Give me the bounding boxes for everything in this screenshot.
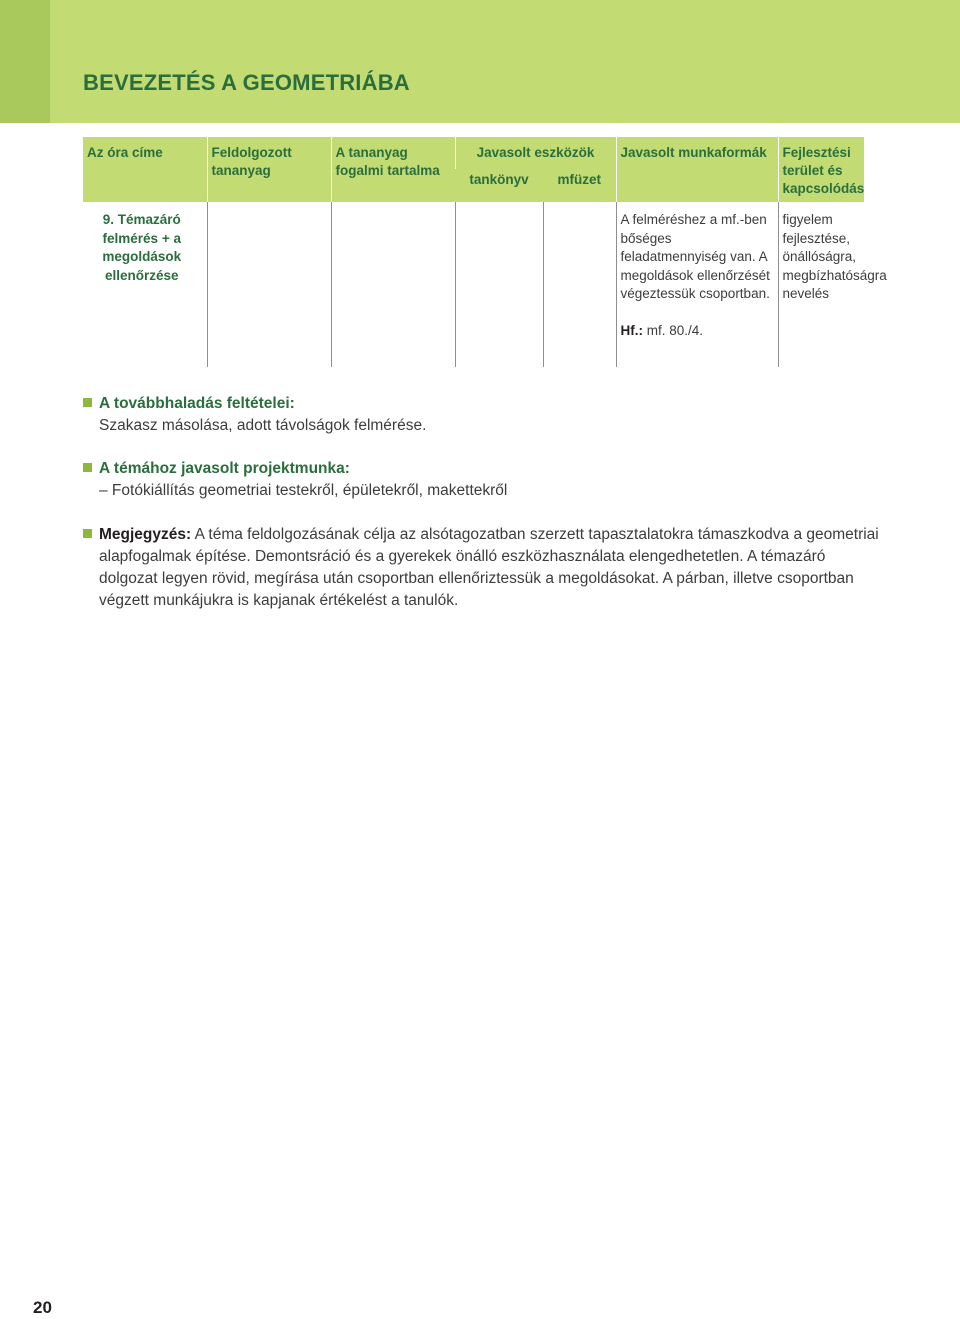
note-text: A téma feldolgozásának célja az alsótagozatban szerzett tapasztalatokra támaszkodva a geometriai alapfogalmak építése. Demontsráció és a gyerekek önálló eszközhasználata elengedhetetlen. A témazáró dolgozat legyen rövid, megírása után csoportban ellenőriztessük a megoldásokat. A párban, illetve csoportban végzett munkájukra is kapjanak értékelést a tanulók. [99,526,879,609]
header-suggested-tools: Javasolt eszközök [455,137,616,169]
page-title: BEVEZETÉS A GEOMETRIÁBA [83,70,410,95]
cell-conceptual-content [331,202,455,367]
header-development-area: Fejlesztési terület és kapcsolódás [778,137,864,202]
header-work-forms: Javasolt munkaformák [616,137,778,202]
cell-material [207,202,331,367]
cell-workbook [543,202,616,367]
project-section [83,458,883,502]
header-textbook: tankönyv [455,169,543,202]
progress-conditions-text: Szakasz másolása, adott távolságok felmérése. [99,417,427,434]
side-strip [0,0,50,123]
homework-value: mf. 80./4. [646,322,704,338]
cell-textbook [455,202,543,367]
homework [621,322,774,341]
project-heading: A témához javasolt projektmunka: [99,460,350,477]
bullet-square-icon [83,463,92,472]
work-forms-text: A felméréshez a mf.-ben bőséges feladatmennyiség van. A megoldások ellenőrzését végeztessük csoportban. [620,212,770,301]
header-conceptual-content: A tananyag fogalmi tartalma [331,137,455,202]
header-row [83,137,864,169]
cell-work-forms [616,202,778,367]
note-section [83,524,883,612]
page-number: 20 [33,1298,52,1317]
header-band [0,0,960,123]
homework-label: Hf.: [620,322,643,338]
progress-conditions-heading: A továbbhaladás feltételei: [99,395,295,412]
cell-development-area: figyelem fejlesztése, önállóságra, megbízhatóságra nevelés [778,202,864,367]
header-material: Feldolgozott tananyag [207,137,331,202]
project-text: – Fotókiállítás geometriai testekről, épületekről, makettekről [99,482,508,499]
bullet-square-icon [83,398,92,407]
cell-lesson-title: 9. Témazáró felmérés + a megoldások ellenőrzése [102,212,182,283]
note-label: Megjegyzés: [99,526,192,543]
progress-conditions-section [83,393,883,437]
header-workbook: mfüzet [543,169,616,202]
bullet-square-icon [83,529,92,538]
header-lesson-title: Az óra címe [83,137,207,202]
table-row [83,202,864,367]
lesson-plan-table [83,137,887,367]
